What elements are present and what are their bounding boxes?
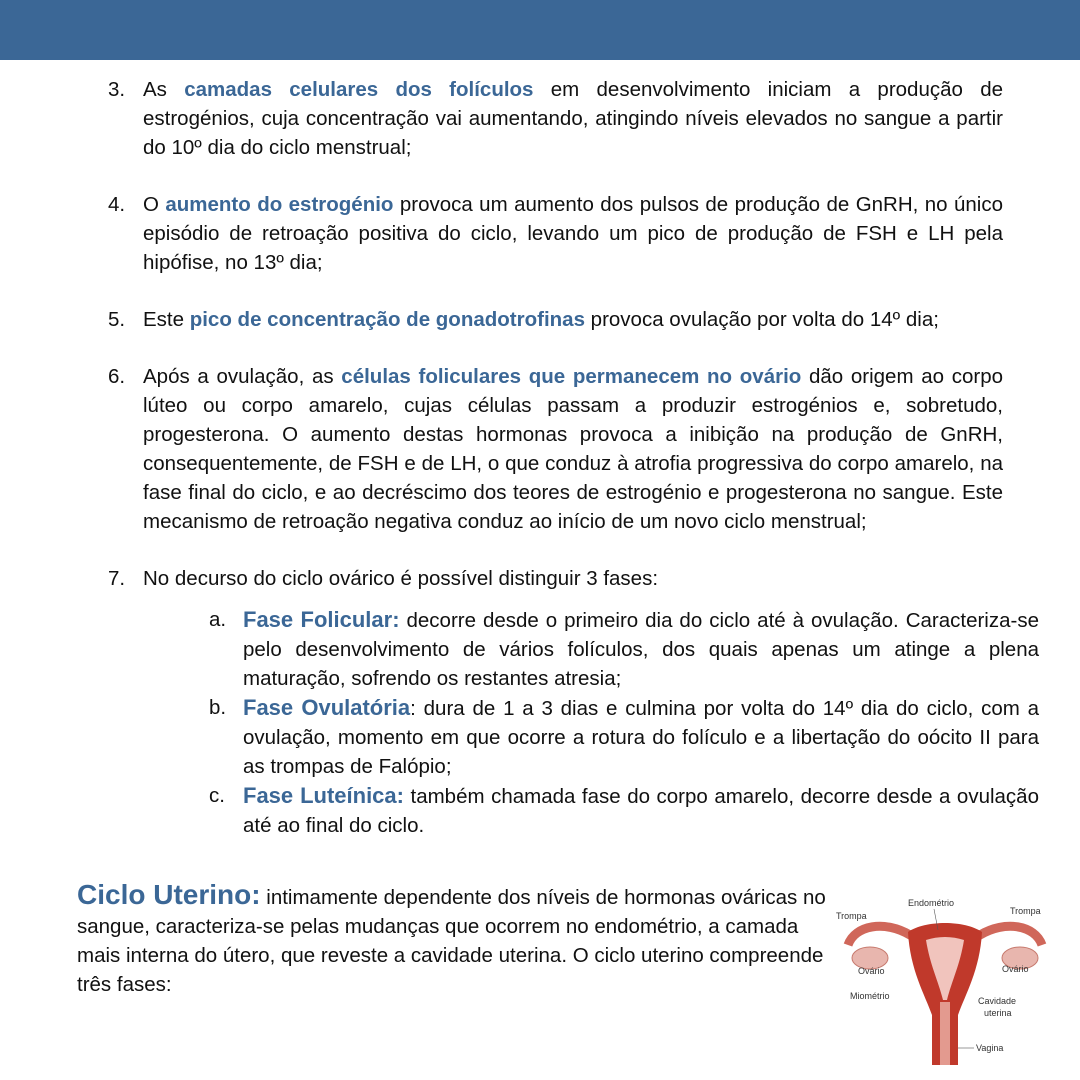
list-item: 7. No decurso do ciclo ovárico é possível distinguir 3 fases: a. Fase Folicular: decorre desde o primeiro dia do ciclo até à ovulação. Caracteriza-se pelo desenvolvimento de vários folículos, dos quais apenas um atinge a plena maturação, sofrendo os restantes atresia; b. Fase Ovulatória: dura de 1 a 3 dias e culmina por volta do 14º dia do ciclo, com a ovulação, momento em que ocorre a rotura do folículo e a libertação do oócito II para as trompas de Falópio; c. Fase Luteínica: também chamada fase do corpo amarelo, decorre desde a ovulação até ao final do ciclo. xyxy=(108,564,1003,840)
phase-title: Fase Ovulatória xyxy=(243,695,411,720)
label-ovario-left: Ovário xyxy=(858,966,885,976)
label-cavidade-1: Cavidade xyxy=(978,996,1017,1006)
highlight-text: pico de concentração de gonadotrofinas xyxy=(189,308,585,331)
uterine-cycle-paragraph: Ciclo Uterino: intimamente dependente dos níveis de hormonas ováricas no sangue, caracteriza-se pelas mudanças que ocorrem no endométrio, a camada mais interna do útero, que reveste a cavidade uterina. O ciclo uterino compreende três fases: xyxy=(77,879,826,996)
label-miometrio: Miométrio xyxy=(850,991,890,1001)
item-number: 4. xyxy=(108,193,126,216)
phase-letter: b. xyxy=(209,696,227,719)
vagina-shape xyxy=(940,1002,950,1065)
phase-item: b. Fase Ovulatória: dura de 1 a 3 dias e culmina por volta do 14º dia do ciclo, com a ovulação, momento em que ocorre a rotura do folículo e a libertação do oócito II para as trompas de Falópio; xyxy=(209,695,1039,778)
phase-title: Fase Luteínica: xyxy=(243,783,404,808)
section-title: Ciclo Uterino: xyxy=(77,879,261,910)
label-vagina: Vagina xyxy=(976,1043,1004,1053)
item-number: 5. xyxy=(108,308,126,331)
phase-letter: a. xyxy=(209,608,227,631)
phase-title: Fase Folicular: xyxy=(243,607,400,632)
ovarian-cycle-list xyxy=(108,75,1039,840)
highlight-text: aumento do estrogénio xyxy=(165,193,394,216)
label-trompa-right: Trompa xyxy=(1010,906,1041,916)
phase-item: a. Fase Folicular: decorre desde o primeiro dia do ciclo até à ovulação. Caracteriza-se pelo desenvolvimento de vários folículos, dos quais apenas um atinge a plena maturação, sofrendo os restantes atresia; xyxy=(209,607,1039,690)
phase-list xyxy=(209,605,1039,840)
highlight-text: camadas celulares dos folículos xyxy=(184,78,534,101)
item-number: 3. xyxy=(108,78,126,101)
item-number: 7. xyxy=(108,567,126,590)
header-bar xyxy=(0,0,1080,60)
label-trompa-left: Trompa xyxy=(836,911,867,921)
list-item: 6. Após a ovulação, as células foliculares que permanecem no ovário dão origem ao corpo lúteo ou corpo amarelo, cujas células passam a produzir estrogénios e, sobretudo, progesterona. O aumento destas hormonas provoca a inibição na produção de GnRH, consequentemente, de FSH e de LH, o que conduz à atrofia progressiva do corpo amarelo, na fase final do ciclo, e ao decréscimo dos teores de estrogénio e progesterona no sangue. Este mecanismo de retroação negativa conduz ao início de um novo ciclo menstrual; xyxy=(108,362,1003,536)
highlight-text: células foliculares que permanecem no ovário xyxy=(341,365,802,388)
item-number: 6. xyxy=(108,365,126,388)
list-item: 4. O aumento do estrogénio provoca um aumento dos pulsos de produção de GnRH, no único episódio de retroação positiva do ciclo, levando um pico de produção de FSH e LH pela hipófise, no 13º dia; xyxy=(108,190,1003,277)
phase-item: c. Fase Luteínica: também chamada fase do corpo amarelo, decorre desde a ovulação até ao final do ciclo. xyxy=(209,783,1039,837)
list-item: 5. Este pico de concentração de gonadotrofinas provoca ovulação por volta do 14º dia; xyxy=(108,305,1003,334)
uterus-diagram xyxy=(830,890,1060,1065)
phase-letter: c. xyxy=(209,784,225,807)
list-item: 3. As camadas celulares dos folículos em desenvolvimento iniciam a produção de estrogénios, cuja concentração vai aumentando, atingindo níveis elevados no sangue a partir do 10º dia do ciclo menstrual; xyxy=(108,75,1003,162)
label-endometrio: Endométrio xyxy=(908,898,955,908)
label-ovario-right: Ovário xyxy=(1002,964,1029,974)
label-cavidade-2: uterina xyxy=(984,1008,1012,1018)
